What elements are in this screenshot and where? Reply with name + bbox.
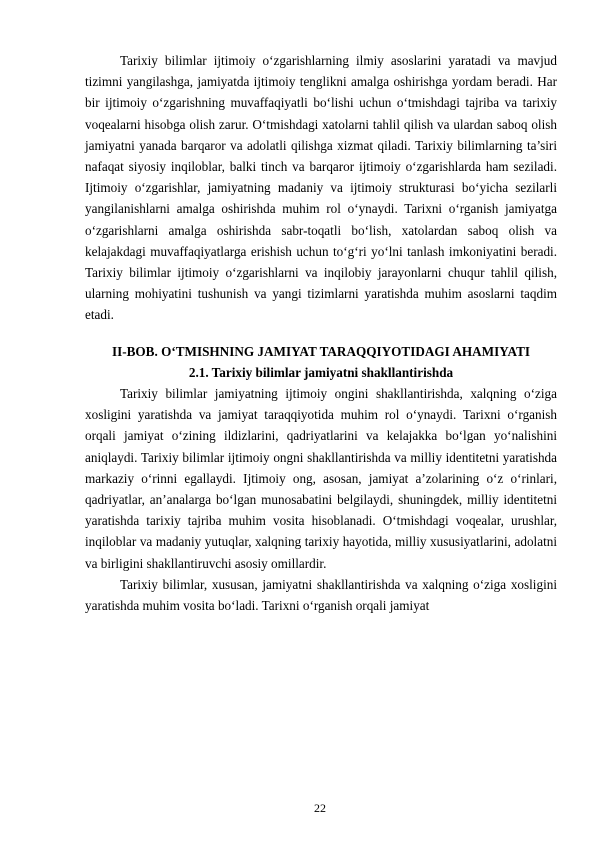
body-paragraph: Tarixiy bilimlar jamiyatning ijtimoiy ongini shakllantirishda, xalqning o‘ziga xosligini yaratishda va jamiyat taraqqiyotida muhim rol o‘ynaydi. Tarixni o‘rganish orqali jamiyat o‘zining ildizlarini, qadriyatlarini va kelajakka bo‘lgan yo‘nalishini aniqlaydi. Tarixiy bilimlar ijtimoiy ongni shakllantirishda va milliy identitetni yaratishda markaziy o‘rinni egallaydi. Ijtimoiy ong, asosan, jamiyat a’zolarining o‘z o‘rinlari, qadriyatlar, an’analarga bo‘lgan munosabatini belgilaydi, shuningdek, milliy identitetni yaratishda tarixiy tajriba muhim vosita hisoblanadi. O‘tmishdagi voqealar, urushlar, inqiloblar va madaniy yutuqlar, xalqning tarixiy hayotida, milliy xususiyatlarini, adolatni va birligini shakllantiruvchi asosiy omillardir. bbox=[85, 386, 557, 571]
section-title: 2.1. Tarixiy bilimlar jamiyatni shakllantirishda bbox=[188, 364, 454, 380]
body-paragraph: Tarixiy bilimlar ijtimoiy o‘zgarishlarning ilmiy asoslarini yaratadi va mavjud tizimni yangilashga, jamiyatda ijtimoiy tenglikni amalga oshirishga yordam beradi. Har bir ijtimoiy o‘zgarishning muvaffaqiyatli bo‘lishi uchun o‘tmishdagi tajriba va tarixiy voqealarni hisobga olish zarur. O‘tmishdagi xatolarni tahlil qilish va ulardan saboq olish jamiyatni yanada barqaror va adolatli qilishga xizmat qiladi. Tarixiy bilimlarning ta’siri nafaqat siyosiy inqiloblar, balki tinch va barqaror ijtimoiy o‘zgarishlarda ham seziladi. Ijtimoiy o‘zgarishlar, jamiyatning madaniy va ijtimoiy strukturasi bo‘yicha sezilarli yangilanishlarni amalga oshirishda muhim rol o‘ynaydi. Tarixni o‘rganish jamiyatga o‘zgarishlarni amalga oshirishda sabr-toqatli bo‘lish, xatolardan saboq olish va kelajakdagi muvaffaqiyatlarga erishish uchun to‘g‘ri yo‘lni tanlash imkoniyatini beradi. Tarixiy bilimlar ijtimoiy o‘zgarishlarni va inqilobiy jarayonlarni chuqur tahlil qilish, ularning mohiyatini tushunish va yangi tizimlarni yaratishda muhim asoslarni taqdim etadi. bbox=[85, 53, 557, 323]
body-paragraph: Tarixiy bilimlar, xususan, jamiyatni shakllantirishda va xalqning o‘ziga xosligini yaratishda muhim vosita bo‘ladi. Tarixni o‘rganish orqali jamiyat bbox=[85, 576, 557, 614]
document-page bbox=[85, 50, 557, 616]
page-number: 22 bbox=[314, 801, 326, 815]
chapter-title: II-BOB. O‘TMISHNING JAMIYAT TARAQQIYOTIDAGI AHAMIYATI bbox=[111, 343, 531, 359]
